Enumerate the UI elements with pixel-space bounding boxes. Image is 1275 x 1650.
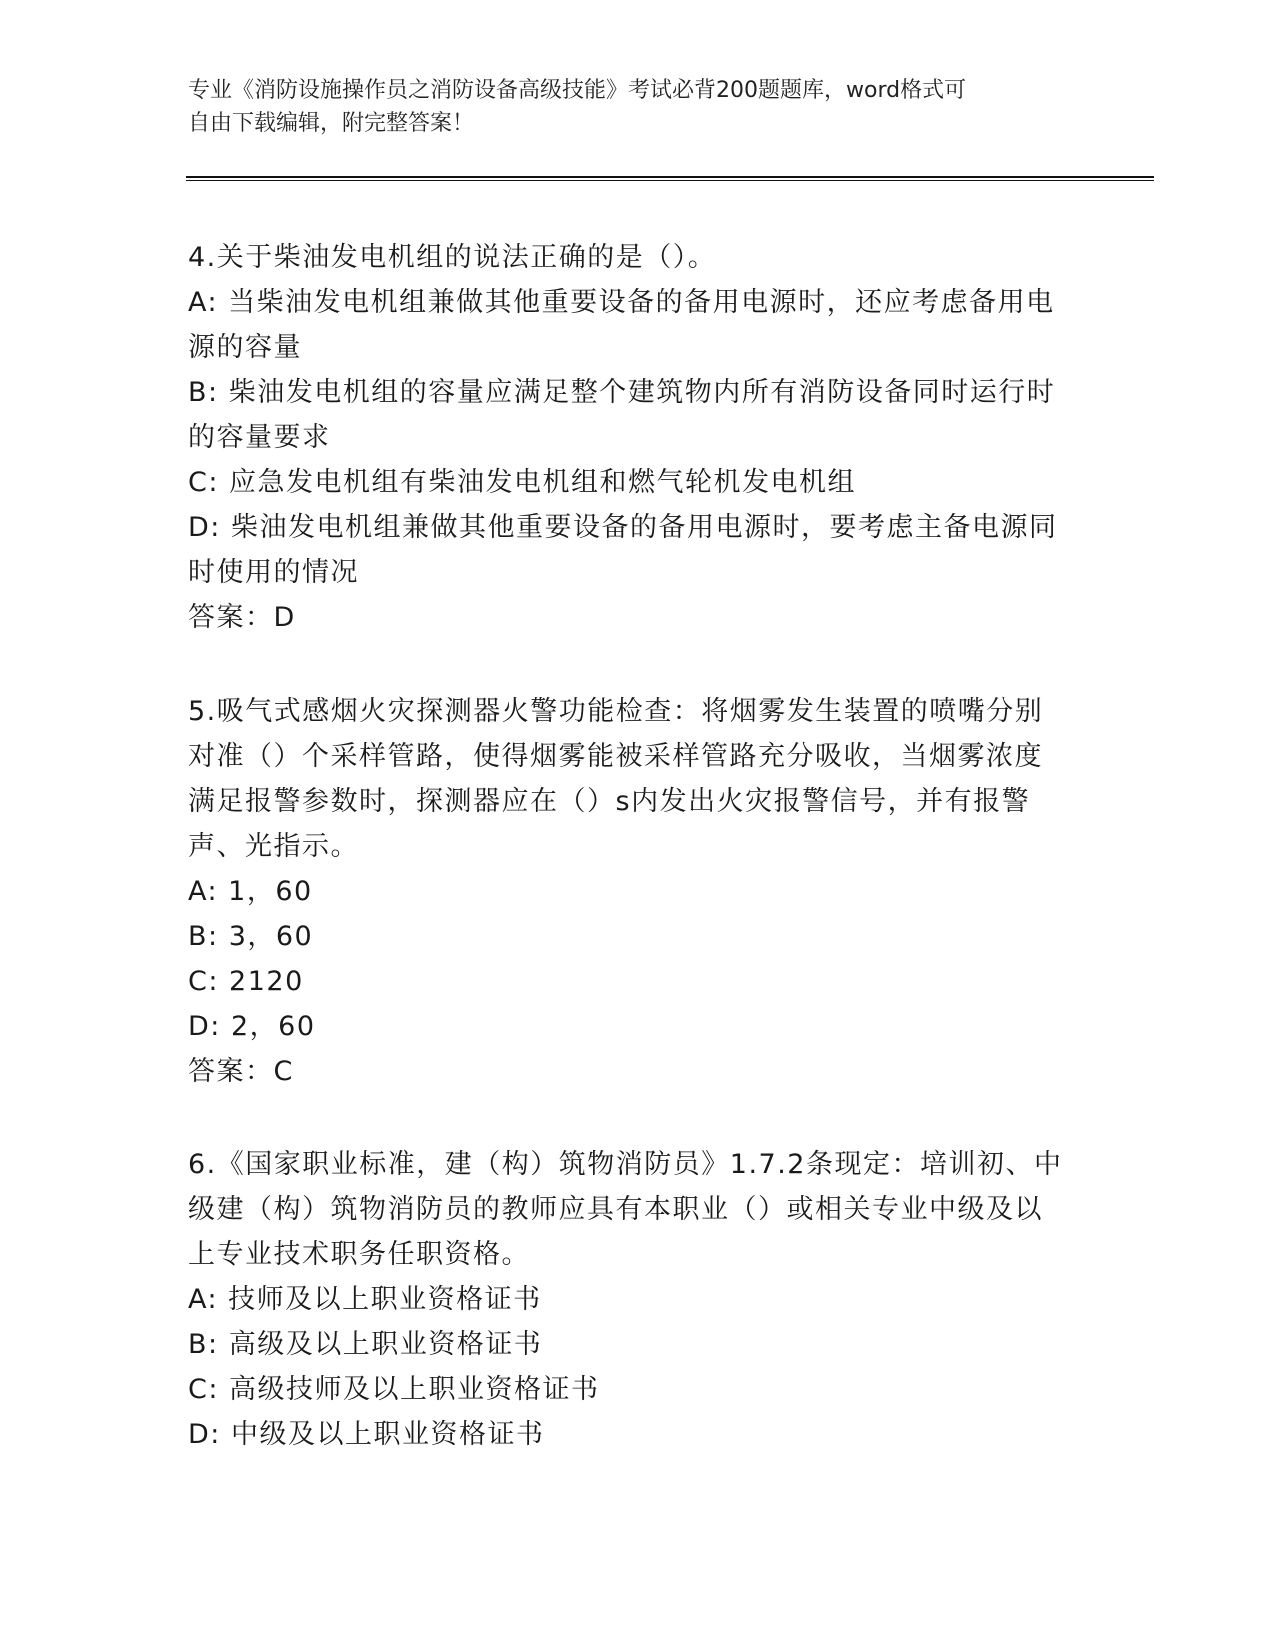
option-c: C: 2120 (188, 966, 304, 997)
option-b: B: 高级及以上职业资格证书 (188, 1329, 543, 1360)
option-d: D: 中级及以上职业资格证书 (188, 1419, 545, 1450)
header-divider (186, 176, 1154, 181)
answer: 答案：C (188, 1056, 294, 1087)
question-stem: 5.吸气式感烟火灾探测器火警功能检查：将烟雾发生装置的喷嘴分别对准（）个采样管路，使得烟雾能被采样管路充分吸收，当烟雾浓度满足报警参数时，探测器应在（）s内发出火灾报警信号，并有报警声、光指示。 (188, 696, 1044, 862)
header-title-line-2: 自由下载编辑，附完整答案！ (188, 111, 475, 136)
option-a: A: 1，60 (188, 876, 313, 907)
option-d: D: 柴油发电机组兼做其他重要设备的备用电源时，要考虑主备电源同时使用的情况 (188, 512, 1058, 588)
header-title-line-1: 专业《消防设施操作员之消防设备高级技能》考试必背200题题库，word格式可 (188, 78, 967, 103)
option-d: D: 2，60 (188, 1011, 316, 1042)
question-5 (188, 689, 1068, 1094)
question-stem: 4.关于柴油发电机组的说法正确的是（）。 (188, 242, 717, 273)
answer: 答案：D (188, 602, 296, 633)
question-stem: 6.《国家职业标准，建（构）筑物消防员》1.7.2条现定：培训初、中级建（构）筑物消防员的教师应具有本职业（）或相关专业中级及以上专业技术职务任职资格。 (188, 1149, 1063, 1270)
option-b: B: 柴油发电机组的容量应满足整个建筑物内所有消防设备同时运行时的容量要求 (188, 377, 1056, 453)
option-b: B: 3，60 (188, 921, 314, 952)
option-c: C: 应急发电机组有柴油发电机组和燃气轮机发电机组 (188, 467, 857, 498)
option-a: A: 技师及以上职业资格证书 (188, 1284, 542, 1315)
option-a: A: 当柴油发电机组兼做其他重要设备的备用电源时，还应考虑备用电源的容量 (188, 287, 1055, 363)
question-4 (188, 235, 1068, 640)
option-c: C: 高级技师及以上职业资格证书 (188, 1374, 600, 1405)
document-header (188, 74, 1068, 140)
question-6 (188, 1142, 1068, 1457)
